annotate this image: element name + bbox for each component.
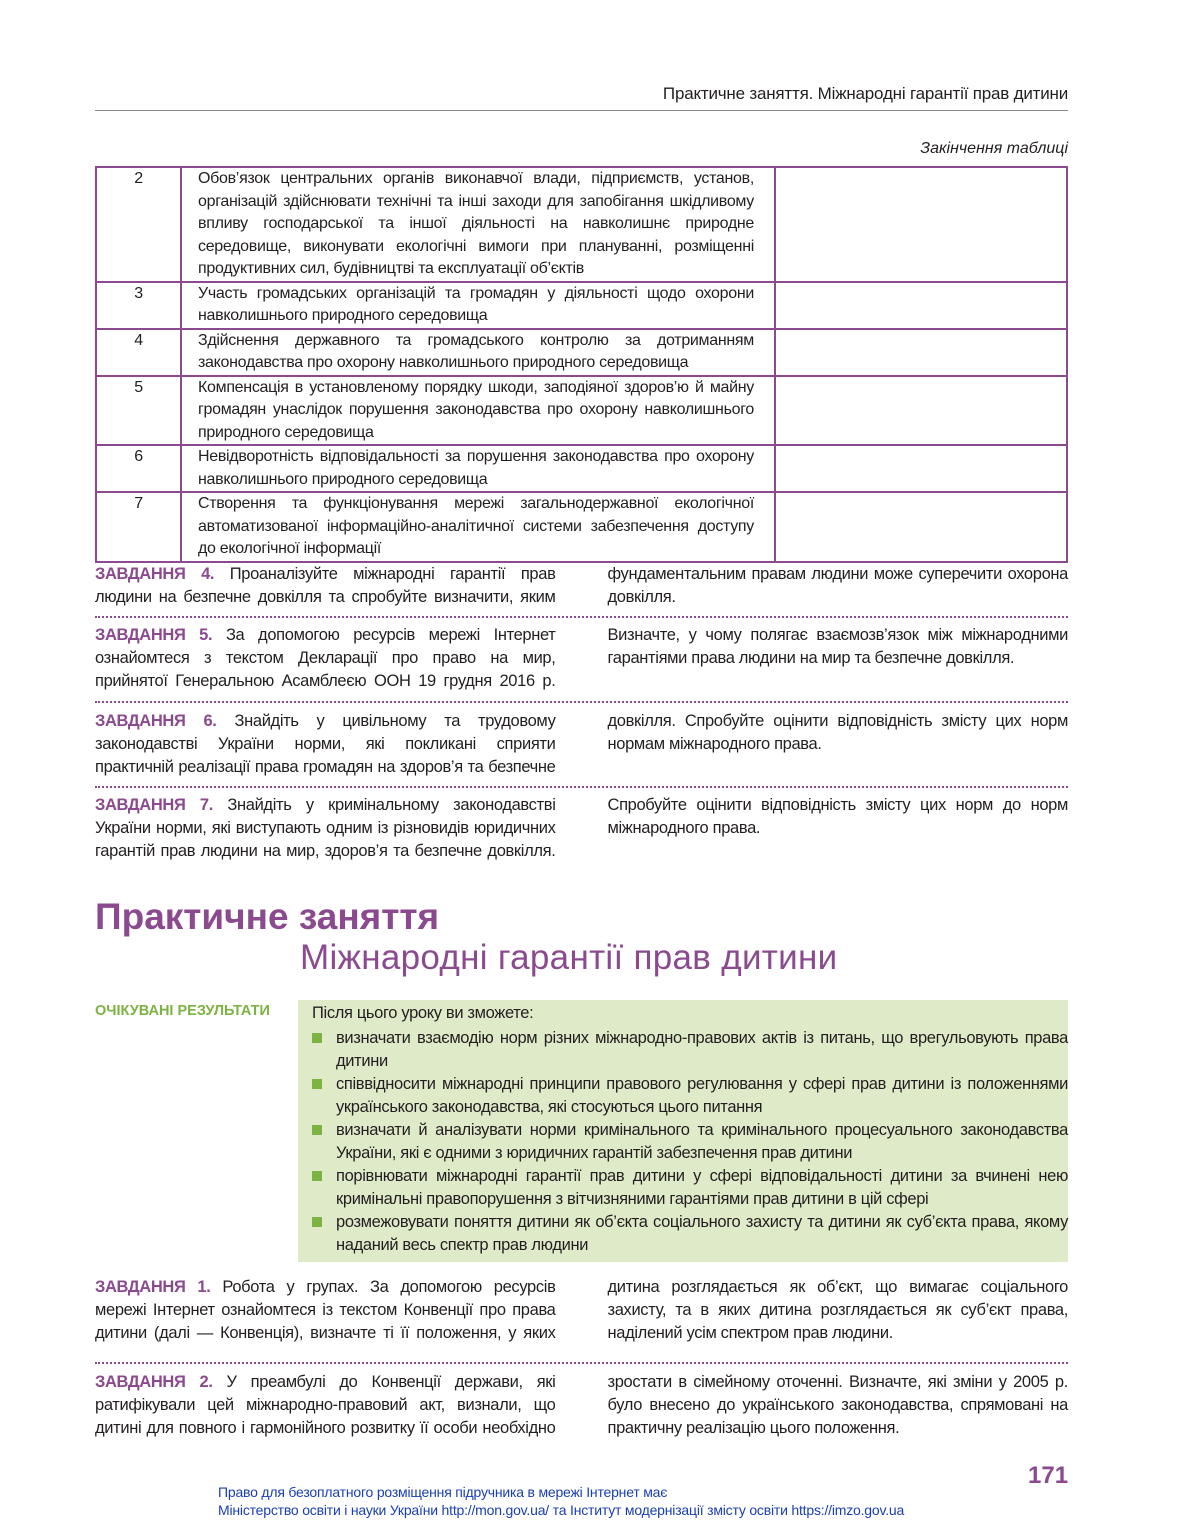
- outcomes-box: [298, 1000, 1068, 1262]
- row-text: Здійснення державного та громадського контролю за дотриманням законодавства про охорону навколишнього природного середовища: [181, 329, 775, 376]
- task-7: [95, 794, 1068, 863]
- row-answer-cell: [775, 329, 1067, 376]
- row-answer-cell: [775, 167, 1067, 282]
- task-label: ЗАВДАННЯ 7.: [95, 796, 213, 814]
- task-label: ЗАВДАННЯ 4.: [95, 565, 215, 583]
- list-item: [312, 1027, 1068, 1073]
- task-text: Знайдіть у кримінальному законодавстві України норми, які виступають одним із різновидів юридичних гарантій прав людини на мир, здоров’я та безпечне довкілля. Спробуйте оцінити відповідність змісту цих норм до норм міжнародного права.: [95, 796, 1068, 860]
- row-number: 6: [96, 445, 181, 492]
- task-text: Проаналізуйте міжнародні гарантії прав людини на безпечне довкілля та спробуйте визначити, яким фундаментальним правам людини може суперечити охорона довкілля.: [95, 565, 1068, 606]
- task-2: [95, 1371, 1068, 1440]
- page-number: 171: [1028, 1462, 1069, 1489]
- table-row: [96, 282, 1067, 329]
- list-item: [312, 1119, 1068, 1165]
- row-text: Обов’язок центральних органів виконавчої влади, підприємств, установ, організацій здійснювати технічні та інші заходи для запобігання шкідливому впливу господарської та іншої діяльності на навколишнє природне середовище, виконувати екологічні вимоги при плануванні, розміщенні продуктивних сил, будівництві та експлуатації об’єктів: [181, 167, 775, 282]
- task-text: Знайдіть у цивільному та трудовому законодавстві України норми, які покликані сприяти практичній реалізації права громадян на здоров’я та безпечне довкілля. Спробуйте оцінити відповідність змісту цих норм нормам міжнародного права.: [95, 712, 1068, 776]
- task-label: ЗАВДАННЯ 2.: [95, 1373, 213, 1391]
- table-row: [96, 329, 1067, 376]
- list-item: [312, 1073, 1068, 1119]
- outcomes-label: ОЧІКУВАНІ РЕЗУЛЬТАТИ: [95, 1003, 270, 1019]
- row-number: 4: [96, 329, 181, 376]
- running-header: Практичне заняття. Міжнародні гарантії прав дитини: [95, 84, 1068, 111]
- bullet-square-icon: [312, 1217, 322, 1227]
- footer-line-2: Міністерство освіти і науки України http://mon.gov.ua/ та Інститут модернізації змісту освіти https://imzo.gov.ua: [218, 1502, 905, 1518]
- table-row: [96, 167, 1067, 282]
- row-answer-cell: [775, 282, 1067, 329]
- row-text: Невідворотність відповідальності за порушення законодавства про охорону навколишнього природного середовища: [181, 445, 775, 492]
- row-number: 3: [96, 282, 181, 329]
- task-text: У преамбулі до Конвенції держави, які ратифікували цей міжнародно-правовий акт, визнали, що дитині для повного і гармонійного розвитку її особи необхідно зростати в сімейному оточенні. Визначте, які зміни у 2005 р. було внесено до українського законодавства, спрямовані на практичну реалізацію цього положення.: [95, 1373, 1068, 1437]
- table-continuation-note: Закінчення таблиці: [920, 140, 1068, 157]
- section-subtitle: Міжнародні гарантії прав дитини: [300, 938, 838, 977]
- section-title: Практичне заняття: [95, 896, 440, 937]
- task-5: [95, 624, 1068, 693]
- task-label: ЗАВДАННЯ 6.: [95, 712, 217, 730]
- outcomes-list: [312, 1027, 1068, 1257]
- task-4: [95, 563, 1068, 609]
- row-answer-cell: [775, 445, 1067, 492]
- row-answer-cell: [775, 492, 1067, 562]
- list-item-text: розмежовувати поняття дитини як об’єкта соціального захисту та дитини як суб’єкта права, якому наданий весь спектр прав людини: [336, 1213, 1068, 1254]
- table-row: [96, 376, 1067, 446]
- row-number: 2: [96, 167, 181, 282]
- list-item: [312, 1165, 1068, 1211]
- principles-table: [95, 166, 1068, 563]
- row-text: Створення та функціонування мережі загальнодержавної екологічної автоматизованої інформаційно-аналітичної системи забезпечення доступу до екологічної інформації: [181, 492, 775, 562]
- outcomes-intro: Після цього уроку ви зможете:: [312, 1004, 534, 1022]
- list-item-text: порівнювати міжнародні гарантії прав дитини у сфері відповідальності дитини за вчинені нею кримінальні правопорушення з вітчизняними гарантіями прав дитини в цій сфері: [336, 1167, 1068, 1208]
- dotted-divider: [95, 1362, 1068, 1364]
- dotted-divider: [95, 786, 1068, 788]
- list-item-text: визначати й аналізувати норми кримінального та кримінального процесуального законодавства України, які є одними з юридичних гарантій забезпечення прав дитини: [336, 1121, 1068, 1162]
- bullet-square-icon: [312, 1033, 322, 1043]
- footer-line-1: Право для безоплатного розміщення підручника в мережі Інтернет має: [218, 1484, 668, 1500]
- task-text: За допомогою ресурсів мережі Інтернет ознайомтеся з текстом Декларації про право на мир, прийнятої Генеральною Асамблеєю ООН 19 грудня 2016 р. Визначте, у чому полягає взаємозв’язок між міжнародними гарантіями права людини на мир та безпечне довкілля.: [95, 626, 1068, 690]
- list-item: [312, 1211, 1068, 1257]
- bullet-square-icon: [312, 1079, 322, 1089]
- dotted-divider: [95, 616, 1068, 618]
- row-number: 5: [96, 376, 181, 446]
- row-text: Компенсація в установленому порядку шкоди, заподіяної здоров’ю й майну громадян унаслідок порушення законодавства про охорону навколишнього природного середовища: [181, 376, 775, 446]
- task-label: ЗАВДАННЯ 1.: [95, 1278, 211, 1296]
- table-row: [96, 492, 1067, 562]
- row-text: Участь громадських організацій та громадян у діяльності щодо охорони навколишнього природного середовища: [181, 282, 775, 329]
- table-row: [96, 445, 1067, 492]
- task-6: [95, 710, 1068, 779]
- row-number: 7: [96, 492, 181, 562]
- row-answer-cell: [775, 376, 1067, 446]
- bullet-square-icon: [312, 1125, 322, 1135]
- bullet-square-icon: [312, 1171, 322, 1181]
- task-1: [95, 1276, 1068, 1345]
- list-item-text: визначати взаємодію норм різних міжнародно-правових актів із питань, що врегульовують права дитини: [336, 1029, 1068, 1070]
- task-text: Робота у групах. За допомогою ресурсів мережі Інтернет ознайомтеся із текстом Конвенції про права дитини (далі — Конвенція), визначте ті її положення, у яких дитина розглядається як об’єкт, що вимагає соціального захисту, та в яких дитина розглядається як суб’єкт права, наділений усім спектром прав людини.: [95, 1278, 1068, 1342]
- task-label: ЗАВДАННЯ 5.: [95, 626, 213, 644]
- dotted-divider: [95, 701, 1068, 703]
- list-item-text: співвідносити міжнародні принципи правового регулювання у сфері прав дитини із положеннями українського законодавства, які стосуються цього питання: [336, 1075, 1068, 1116]
